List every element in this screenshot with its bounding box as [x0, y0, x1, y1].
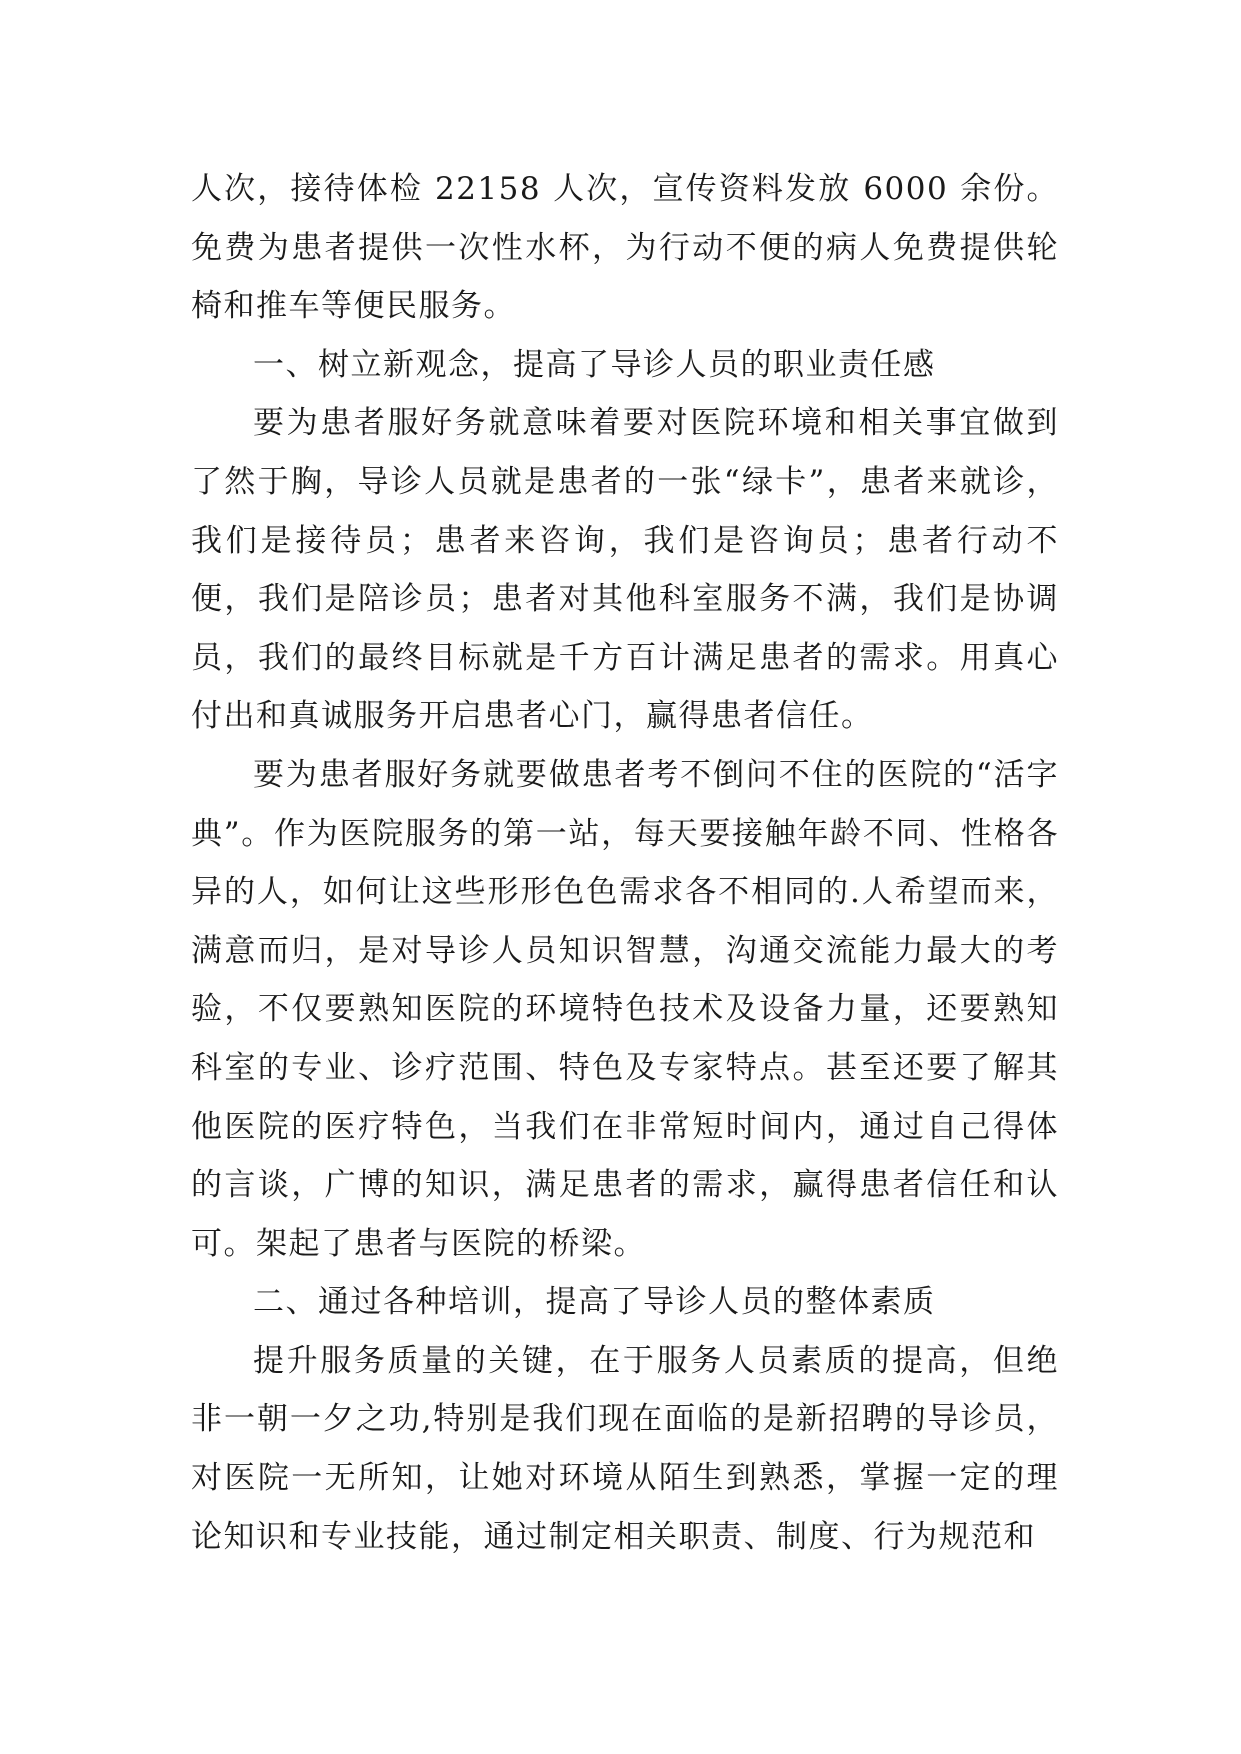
document-body [191, 160, 1059, 1566]
paragraph-training: 提升服务质量的关键，在于服务人员素质的提高，但绝非一朝一夕之功,特别是我们现在面临的是新招聘的导诊员，对医院一无所知，让她对环境从陌生到熟悉，掌握一定的理论知识和专业技能，通过制定相关职责、制度、行为规范和 [191, 1342, 1059, 1555]
section-heading-1: 一、树立新观念，提高了导诊人员的职业责任感 [253, 346, 936, 383]
paragraph-living-dictionary: 要为患者服好务就要做患者考不倒问不住的医院的“活字典”。作为医院服务的第一站，每天要接触年龄不同、性格各异的人，如何让这些形形色色需求各不相同的.人希望而来，满意而归，是对导诊人员知识智慧，沟通交流能力最大的考验，不仅要熟知医院的环境特色技术及设备力量，还要熟知科室的专业、诊疗范围、特色及专家特点。甚至还要了解其他医院的医疗特色，当我们在非常短时间内，通过自己得体的言谈，广博的知识，满足患者的需求，赢得患者信任和认可。架起了患者与医院的桥梁。 [191, 756, 1059, 1262]
paragraph-green-card: 要为患者服好务就意味着要对医院环境和相关事宜做到了然于胸，导诊人员就是患者的一张“绿卡”，患者来就诊，我们是接待员；患者来咨询，我们是咨询员；患者行动不便，我们是陪诊员；患者对其他科室服务不满，我们是协调员，我们的最终目标就是千方百计满足患者的需求。用真心付出和真诚服务开启患者心门，赢得患者信任。 [191, 405, 1059, 735]
section-heading-2: 二、通过各种培训，提高了导诊人员的整体素质 [253, 1284, 936, 1321]
paragraph-intro-continued: 人次，接待体检 22158 人次，宣传资料发放 6000 余份。免费为患者提供一次性水杯，为行动不便的病人免费提供轮椅和推车等便民服务。 [191, 171, 1059, 325]
